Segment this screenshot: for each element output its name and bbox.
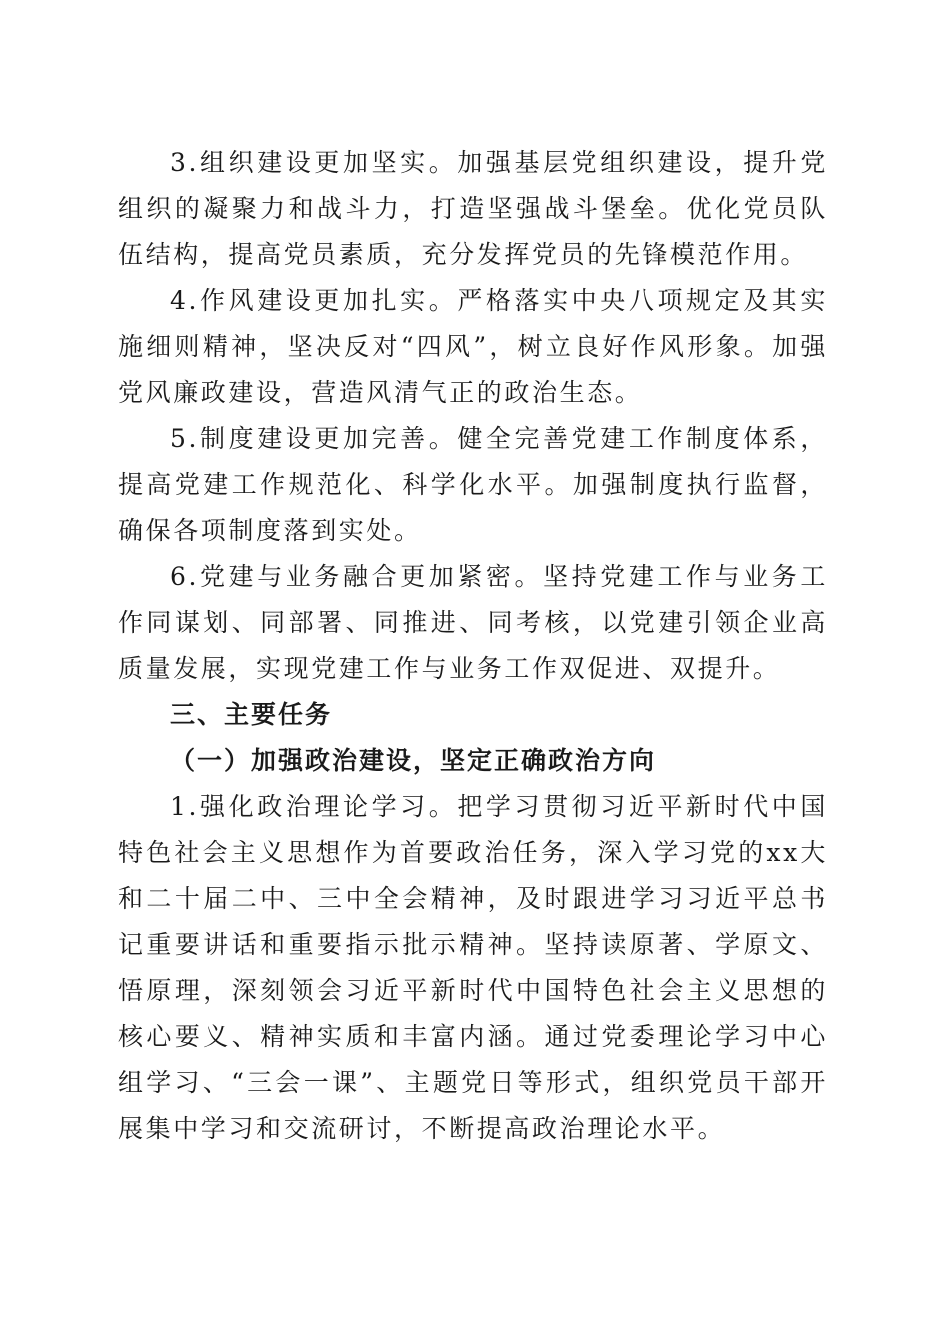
paragraph-institution: 5.制度建设更加完善。健全完善党建工作制度体系，提高党建工作规范化、科学化水平。加强制度执行监督，确保各项制度落到实处。 [118,424,828,545]
subsection-heading: （一）加强政治建设，坚定正确政治方向 [170,746,657,775]
paragraph-work-style: 4.作风建设更加扎实。严格落实中央八项规定及其实施细则精神，坚决反对“四风”，树立良好作风形象。加强党风廉政建设，营造风清气正的政治生态。 [118,286,828,407]
document-body [118,140,828,1152]
section-heading: 三、主要任务 [170,700,333,729]
paragraph-organization: 3.组织建设更加坚实。加强基层党组织建设，提升党组织的凝聚力和战斗力，打造坚强战斗堡垒。优化党员队伍结构，提高党员素质，充分发挥党员的先锋模范作用。 [118,148,828,269]
paragraph-integration: 6.党建与业务融合更加紧密。坚持党建工作与业务工作同谋划、同部署、同推进、同考核，以党建引领企业高质量发展，实现党建工作与业务工作双促进、双提升。 [118,562,828,683]
paragraph-theory-study: 1.强化政治理论学习。把学习贯彻习近平新时代中国特色社会主义思想作为首要政治任务，深入学习党的xx大和二十届二中、三中全会精神，及时跟进学习习近平总书记重要讲话和重要指示批示精神。坚持读原著、学原文、悟原理，深刻领会习近平新时代中国特色社会主义思想的核心要义、精神实质和丰富内涵。通过党委理论学习中心组学习、“三会一课”、主题党日等形式，组织党员干部开展集中学习和交流研讨，不断提高政治理论水平。 [118,792,828,1143]
